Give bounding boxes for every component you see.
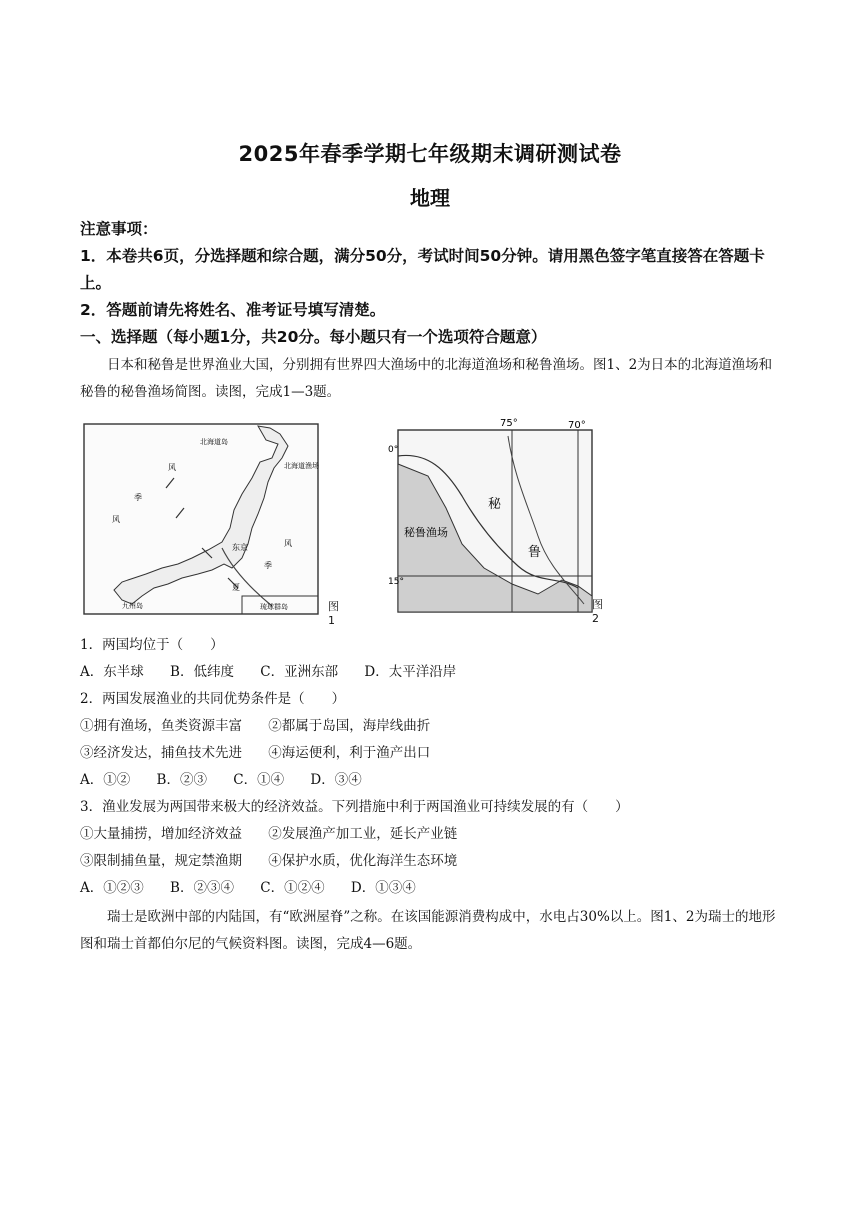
q3-option-b: B．②③④ xyxy=(170,880,234,896)
q1-option-c: C．亚洲东部 xyxy=(260,664,339,680)
exam-title: 2025年春季学期七年级期末调研测试卷 xyxy=(238,142,622,166)
wind-label-3: 风 xyxy=(112,515,120,524)
wind-label-2: 季 xyxy=(134,493,142,502)
latitude-0-label: 0° xyxy=(388,445,399,455)
q2-statement-4: ④海运便利，利于渔产出口 xyxy=(268,745,431,761)
section-heading: 一、选择题（每小题1分，共20分。每小题只有一个选项符合题意） xyxy=(80,328,547,346)
hokkaido-fishery-label: 北海道渔场 xyxy=(284,462,319,470)
peru-map-svg xyxy=(388,416,598,616)
longitude-70-label: 70° xyxy=(568,420,586,431)
q2-option-b: B．②③ xyxy=(156,772,207,788)
subject-title: 地理 xyxy=(410,186,450,210)
kyushu-label: 九州岛 xyxy=(122,602,143,610)
hokkaido-label: 北海道岛 xyxy=(200,438,228,446)
q3-option-c: C．①②④ xyxy=(260,880,325,896)
peru-label-2: 鲁 xyxy=(528,545,542,560)
question-intro-1: 日本和秘鲁是世界渔业大国，分别拥有世界四大渔场中的北海道渔场和秘鲁渔场。图1、2为日本的北海道渔场和秘鲁的秘鲁渔场简图。读图，完成1—3题。 xyxy=(80,357,773,400)
q3-option-d: D．①③④ xyxy=(350,880,416,896)
notice-heading: 注意事项： xyxy=(80,220,158,238)
question-1-stem: 1．两国均位于（ ） xyxy=(80,637,224,653)
q2-option-c: C．①④ xyxy=(233,772,285,788)
q1-option-d: D．太平洋沿岸 xyxy=(364,664,457,680)
figure-2-label: 图2 xyxy=(592,598,603,625)
figure-1-japan-map xyxy=(82,418,339,627)
japan-map-svg xyxy=(82,418,322,618)
latitude-15-label: 15° xyxy=(388,577,404,587)
notice-item-1: 1．本卷共6页，分选择题和综合题，满分50分，考试时间50分钟。请用黑色签字笔直接答在答题卡上。 xyxy=(80,247,765,292)
ryukyu-label: 琉球群岛 xyxy=(260,603,288,611)
wind-label-1: 风 xyxy=(168,463,176,472)
wind-label-5: 季 xyxy=(264,561,272,570)
question-1-options xyxy=(80,659,478,686)
notice-item-2: 2．答题前请先将姓名、准考证号填写清楚。 xyxy=(80,301,386,319)
q3-statement-4: ④保护水质，优化海洋生态环境 xyxy=(268,853,458,869)
q2-option-a: A．①② xyxy=(80,772,131,788)
summer-label: 夏 xyxy=(232,583,240,592)
longitude-75-label: 75° xyxy=(500,418,518,429)
question-2-options xyxy=(80,767,384,794)
question-2-stem: 2．两国发展渔业的共同优势条件是（ ） xyxy=(80,691,346,707)
figure-1-label: 图1 xyxy=(328,600,339,627)
q3-statement-3: ③限制捕鱼量，规定禁渔期 xyxy=(80,853,242,869)
q1-option-b: B．低纬度 xyxy=(170,664,234,680)
q1-option-a: A．东半球 xyxy=(80,664,144,680)
figure-2-peru-map xyxy=(388,416,603,625)
q2-option-d: D．③④ xyxy=(310,772,362,788)
tokyo-label: 东京 xyxy=(232,543,248,552)
question-3-options xyxy=(80,875,438,902)
question-2-statements-row-2 xyxy=(80,740,452,767)
question-2-statements-row-1 xyxy=(80,713,452,740)
peru-fishery-label: 秘鲁渔场 xyxy=(404,526,448,539)
question-intro-2: 瑞士是欧洲中部的内陆国，有“欧洲屋脊”之称。在该国能源消费构成中，水电占30%以上。图1、2为瑞士的地形图和瑞士首都伯尔尼的气候资料图。读图，完成4—6题。 xyxy=(80,909,776,952)
peru-label-1: 秘 xyxy=(488,497,502,512)
q2-statement-2: ②都属于岛国，海岸线曲折 xyxy=(268,718,431,734)
wind-label-4: 风 xyxy=(284,539,292,548)
q2-statement-3: ③经济发达，捕鱼技术先进 xyxy=(80,745,242,761)
q2-statement-1: ①拥有渔场，鱼类资源丰富 xyxy=(80,718,242,734)
q3-option-a: A．①②③ xyxy=(80,880,144,896)
question-3-statements-row-1 xyxy=(80,821,479,848)
q3-statement-2: ②发展渔产加工业，延长产业链 xyxy=(268,826,458,842)
question-3-statements-row-2 xyxy=(80,848,479,875)
question-3-stem: 3．渔业发展为两国带来极大的经济效益。下列措施中利于两国渔业可持续发展的有（ ） xyxy=(80,799,629,815)
q3-statement-1: ①大量捕捞，增加经济效益 xyxy=(80,826,242,842)
